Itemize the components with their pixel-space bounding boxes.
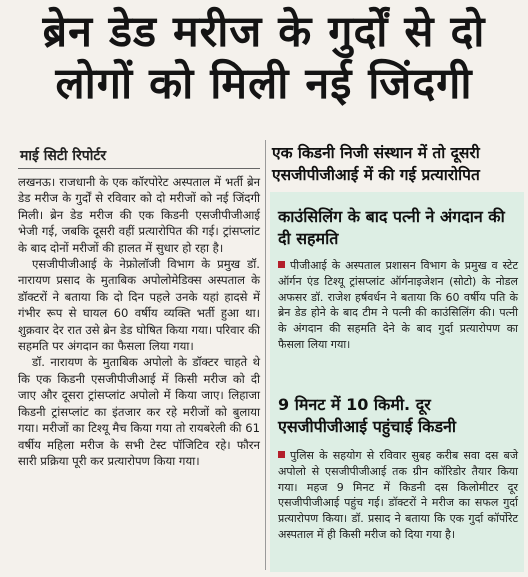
box-paragraph-2 bbox=[278, 448, 518, 543]
byline-rule bbox=[18, 168, 260, 169]
bullet-icon bbox=[278, 261, 285, 268]
headline bbox=[0, 0, 528, 110]
box-paragraph-1-text: पीजीआई के अस्पताल प्रशासन विभाग के प्रमुख व स्टेट ऑर्गन एंड टिश्यू ट्रांसप्लांट ऑर्गनाइजेशन (सोटो) के नोडल अफसर डॉ. राजेश हर्षवर्धन ने बताया कि 60 वर्षीय पति के ब्रेन डेड होने के बाद टीम ने पत्नी की काउंसिलिंग की। पत्नी के अंगदान की सहमति देने के बाद गुर्दा प्रत्यारोपण का फैसला लिया गया। bbox=[278, 259, 518, 351]
box-heading-1: काउंसिलिंग के बाद पत्नी ने अंगदान की दी सहमति bbox=[278, 207, 505, 248]
paragraph: लखनऊ। राजधानी के एक कॉरपोरेट अस्पताल में भर्ती ब्रेन डेड मरीज के गुर्दों से रविवार को दो मरीजों को नई जिंदगी मिली। ब्रेन डेड मरीज की एक किडनी एसजीपीजीआई भेजी गई, जबकि दूसरी वहीं प्रत्यारोपित की गई। ट्रांसप्लांट के बाद दोनों मरीजों की हालत में सुधार हो रहा है। bbox=[18, 175, 260, 255]
bullet-icon bbox=[278, 451, 285, 458]
headline-line-1: ब्रेन डेड मरीज के गुर्दों से दो bbox=[42, 7, 486, 57]
box-paragraph-1 bbox=[278, 258, 518, 353]
box-paragraph-2-text: पुलिस के सहयोग से रविवार सुबह करीब सवा दस बजे अपोलो से एसजीपीजीआई तक ग्रीन कॉरिडोर तैयार किया गया। महज 9 मिनट में किडनी दस किलोमीटर दूर एसजीपीजीआई पहुंच गई। डॉक्टरों ने मरीज का सफल गुर्दा प्रत्यारोपण किया। डॉ. प्रसाद ने बताया कि एक गुर्दा कॉर्पोरेट अस्पताल में ही किसी मरीज को दिया गया है। bbox=[278, 449, 518, 541]
paragraph: एसजीपीजीआई के नेफ्रोलॉजी विभाग के प्रमुख डॉ. नारायण प्रसाद के मुताबिक अपोलोमेडिक्स अस्पताल के डॉक्टरों ने बताया कि दो दिन पहले उनके यहां हादसे में गंभीर रूप से घायल 60 वर्षीय व्यक्ति भर्ती हुआ था। शुक्रवार देर रात उसे ब्रेन डेड घोषित किया गया। परिवार की सहमति पर अंगदान का फैसला लिया गया। bbox=[18, 257, 260, 354]
left-column-body bbox=[18, 174, 260, 469]
box-heading-2: 9 मिनट में 10 किमी. दूर एसजीपीजीआई पहुंचाई किडनी bbox=[278, 395, 457, 436]
column-divider bbox=[265, 140, 266, 570]
headline-line-2: लोगों को मिली नई जिंदगी bbox=[55, 59, 473, 109]
side-headline: एक किडनी निजी संस्थान में तो दूसरी एसजीपीजीआई में की गई प्रत्यारोपित bbox=[272, 144, 480, 184]
byline: माई सिटी रिपोर्टर bbox=[20, 148, 107, 164]
paragraph: डॉ. नारायण के मुताबिक अपोलो के डॉक्टर चाहते थे कि एक किडनी एसजीपीजीआई में किसी मरीज को दी जाए और दूसरा ट्रांसप्लांट अपोलो में किया जाए। लिहाजा किडनी ट्रांसप्लांट का इंतजार कर रहे मरीजों को बुलाया गया। मरीजों का टिश्यू मैच किया गया तो रायबरेली की 61 वर्षीय महिला मरीज के सभी टेस्ट पॉजिटिव रहे। फौरन सारी प्रक्रिया पूरी कर प्रत्यारोपण किया गया। bbox=[18, 355, 260, 468]
